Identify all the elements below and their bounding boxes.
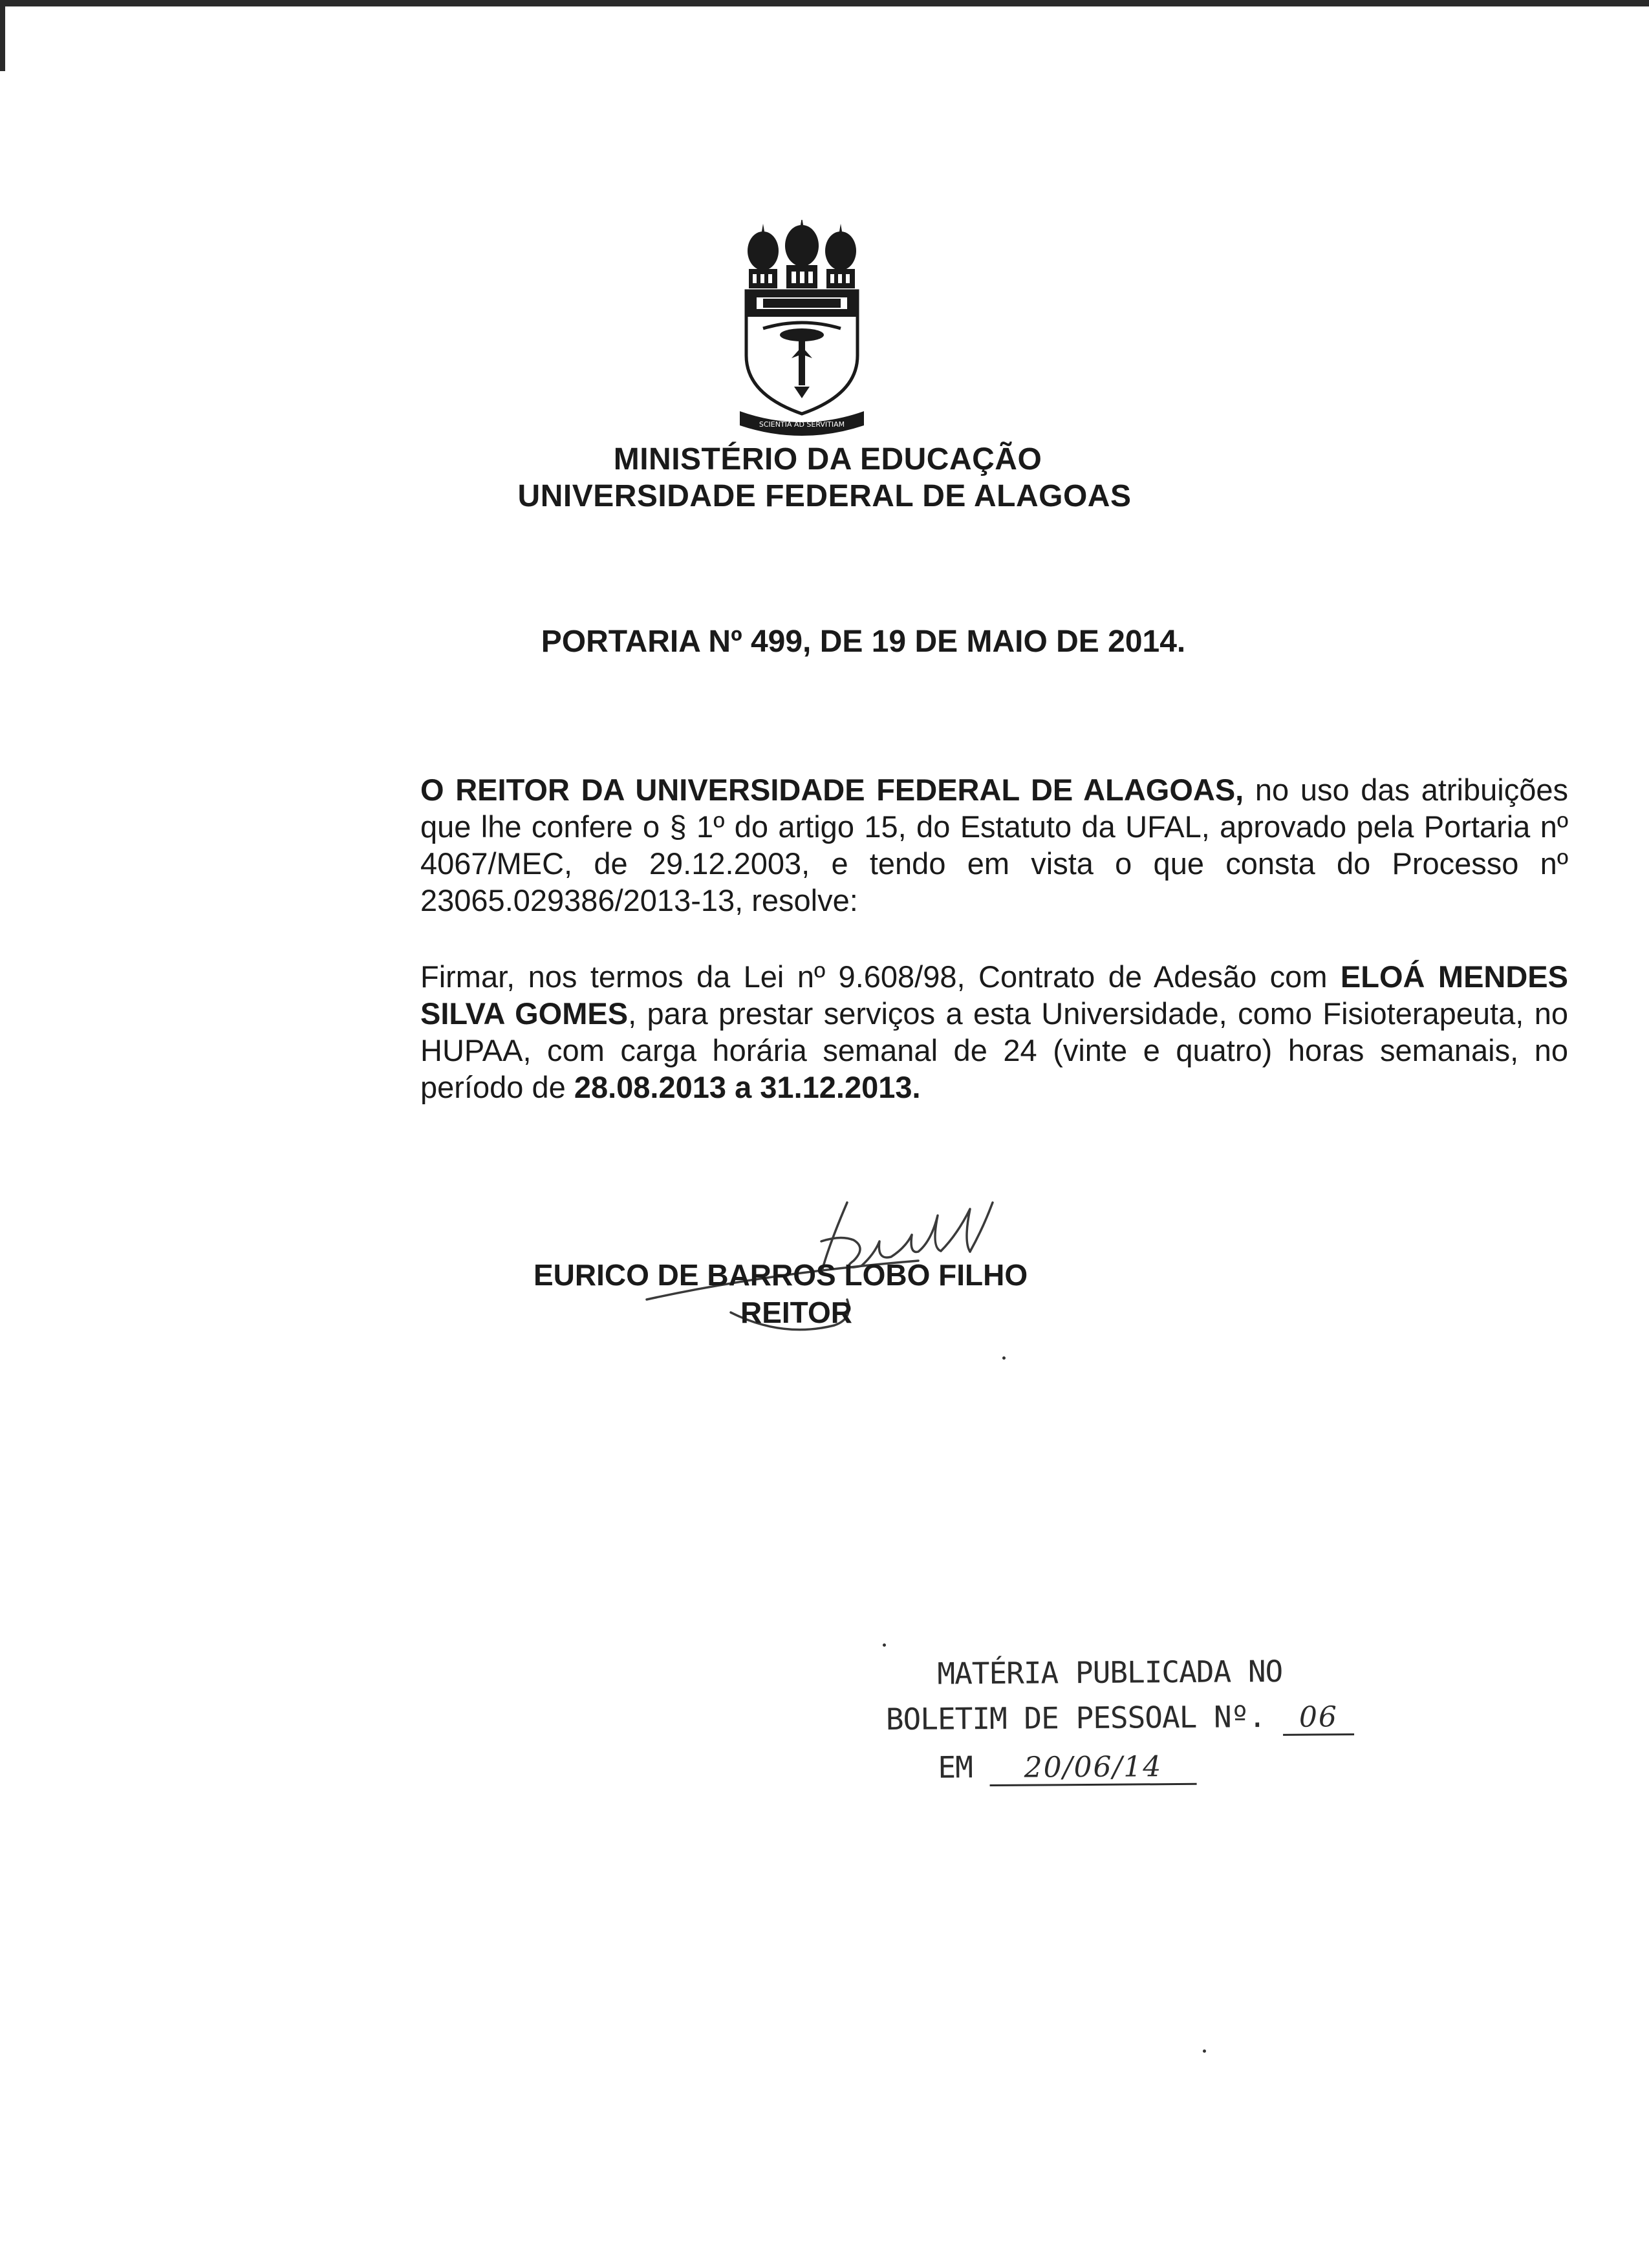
ordinance-title: PORTARIA Nº 499, DE 19 DE MAIO DE 2014. bbox=[541, 625, 1186, 659]
scan-speck bbox=[1002, 1356, 1006, 1360]
stamp-bulletin-number: 06 bbox=[1283, 1700, 1354, 1736]
stamp-date-value: 20/06/14 bbox=[989, 1750, 1196, 1786]
scan-speck bbox=[883, 1643, 886, 1647]
paragraph-preamble bbox=[233, 771, 1568, 919]
stamp-line-2 bbox=[886, 1698, 1354, 1738]
scan-speck bbox=[1203, 2049, 1206, 2053]
signatory-title: REITOR bbox=[740, 1296, 852, 1329]
ministry-title: MINISTÉRIO DA EDUCAÇÃO bbox=[613, 442, 1042, 476]
contractor-name: ELOÁ MENDES SILVA GOMES bbox=[420, 959, 1568, 1031]
university-crest bbox=[737, 220, 867, 440]
signatory-name: EURICO DE BARROS LOBO FILHO bbox=[534, 1258, 1028, 1292]
crest-motto: SCIENTIA AD SERVITIAM bbox=[759, 420, 845, 429]
scan-edge-top bbox=[0, 0, 1649, 6]
resolution-text-1: Firmar, nos termos da Lei nº 9.608/98, Contrato de Adesão com bbox=[420, 959, 1341, 994]
contract-period: 28.08.2013 a 31.12.2013. bbox=[574, 1070, 921, 1104]
stamp-date-label: EM bbox=[938, 1749, 973, 1785]
stamp-line-3 bbox=[938, 1748, 1196, 1787]
resolution-text-2: , para prestar serviços a esta Universidade, como Fisioterapeuta, no HUPAA, com carga horária semanal de 24 (vinte e quatro) horas semanais, no período de bbox=[420, 996, 1568, 1104]
stamp-bulletin-label: BOLETIM DE PESSOAL Nº. bbox=[885, 1699, 1266, 1737]
publication-stamp bbox=[885, 1653, 1339, 1805]
university-title: UNIVERSIDADE FEDERAL DE ALAGOAS bbox=[517, 479, 1132, 513]
preamble-lead: O REITOR DA UNIVERSIDADE FEDERAL DE ALAGOAS, bbox=[420, 773, 1244, 807]
scan-edge-left bbox=[0, 0, 5, 71]
preamble-text: no uso das atribuições que lhe confere o § 1º do artigo 15, do Estatuto da UFAL, aprovado pela Portaria nº 4067/MEC, de 29.12.2003, e tendo em vista o que consta do Processo nº 23065.029386/2013-13, resolve: bbox=[420, 773, 1568, 917]
paragraph-resolution bbox=[233, 958, 1568, 1106]
stamp-line-1: MATÉRIA PUBLICADA NO bbox=[937, 1653, 1283, 1691]
